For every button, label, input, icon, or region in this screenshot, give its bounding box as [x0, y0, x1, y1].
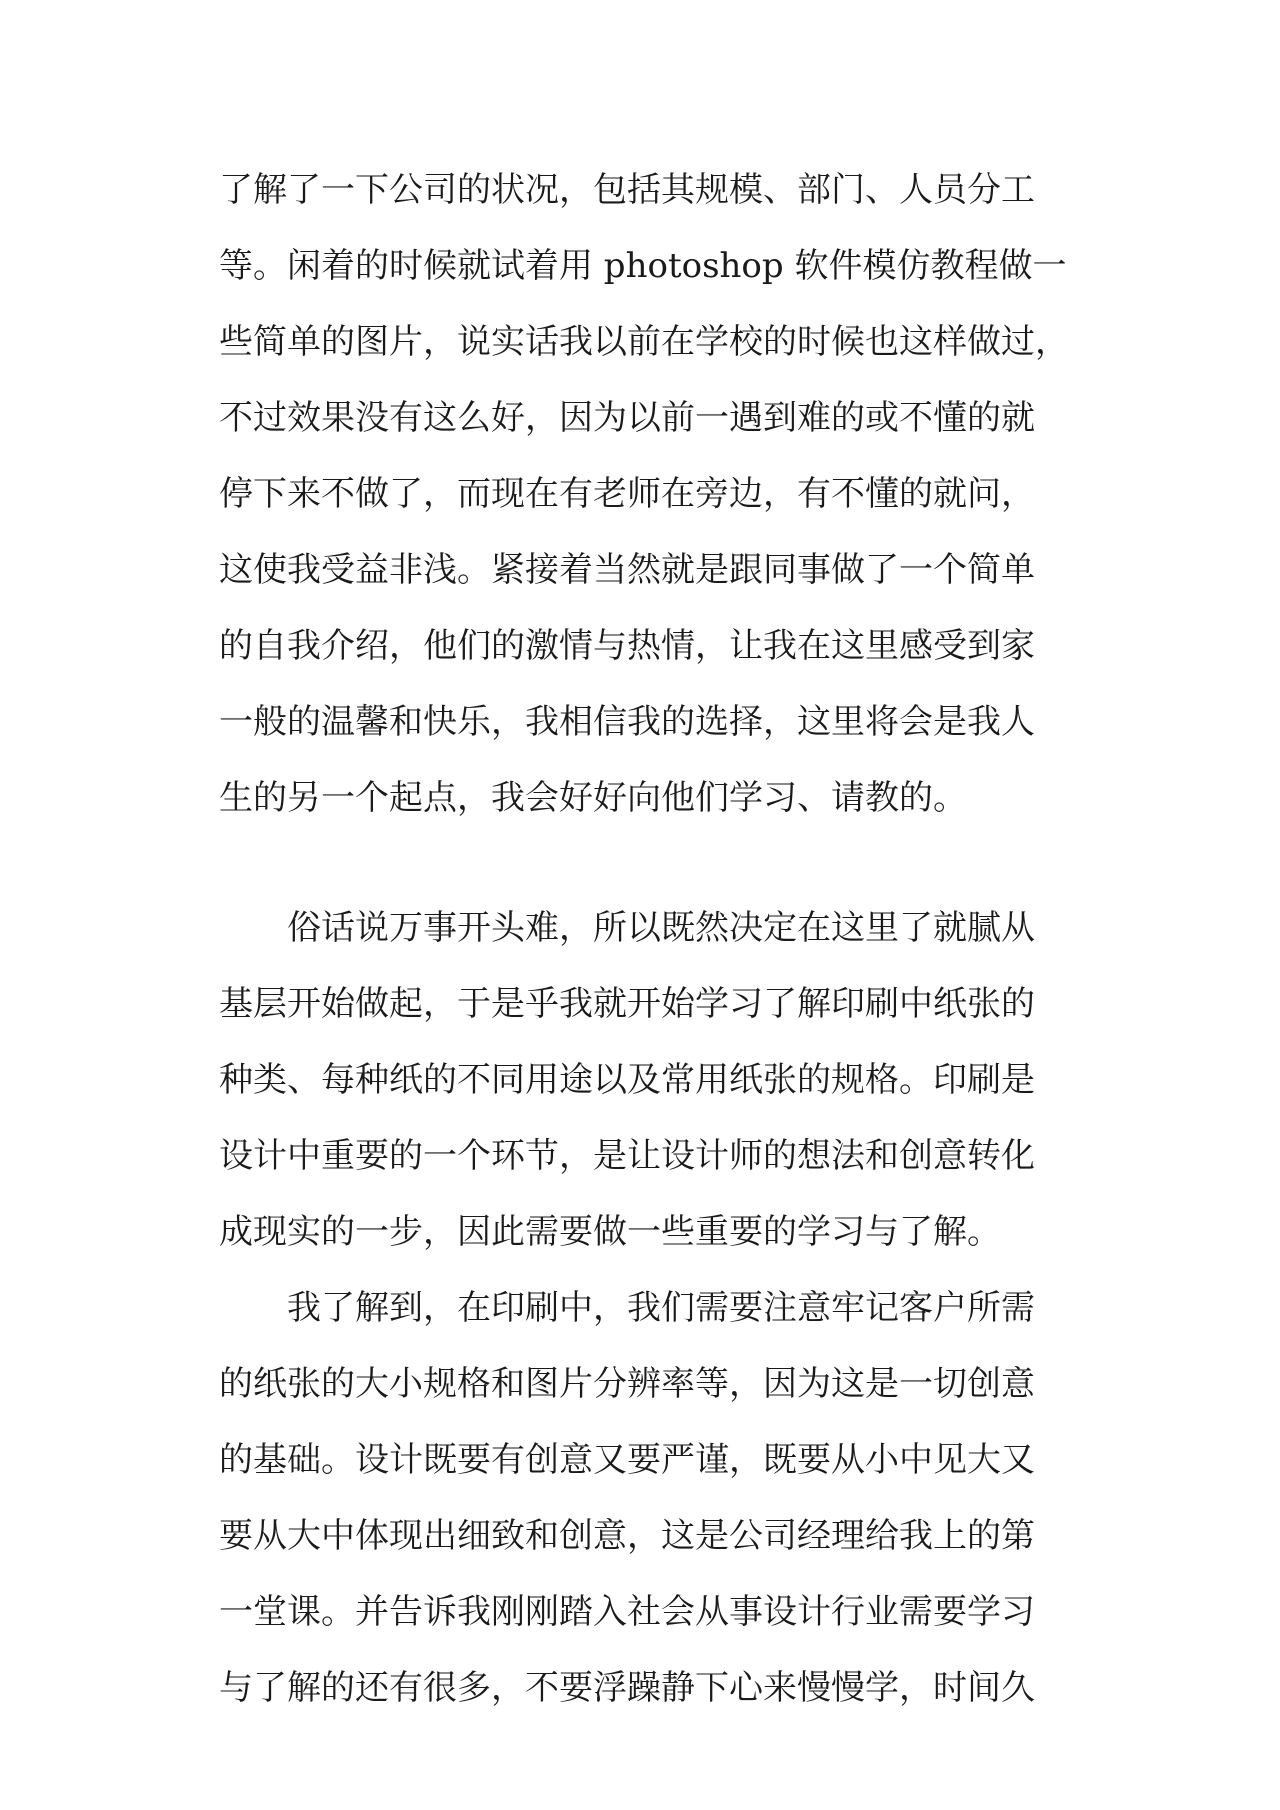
paragraph-group — [219, 890, 1099, 1726]
paragraph-line: 了解了一下公司的状况，包括其规模、部门、人员分工 — [219, 170, 1035, 210]
paragraph-line: 不过效果没有这么好，因为以前一遇到难的或不懂的就 — [219, 398, 1035, 438]
paragraph-line: 我了解到，在印刷中，我们需要注意牢记客户所需 — [287, 1288, 1035, 1328]
paragraph-line: 生的另一个起点，我会好好向他们学习、请教的。 — [219, 778, 967, 818]
paragraph-1 — [219, 152, 1099, 836]
paragraph-line: 的纸张的大小规格和图片分辨率等，因为这是一切创意 — [219, 1364, 1035, 1404]
paragraph-line: 种类、每种纸的不同用途以及常用纸张的规格。印刷是 — [219, 1060, 1035, 1100]
paragraph-line: 一般的温馨和快乐，我相信我的选择，这里将会是我人 — [219, 702, 1035, 742]
paragraph-line: 成现实的一步，因此需要做一些重要的学习与了解。 — [219, 1212, 1001, 1252]
paragraph-line: 一堂课。并告诉我刚刚踏入社会从事设计行业需要学习 — [219, 1592, 1035, 1632]
paragraph-2 — [219, 890, 1099, 1270]
paragraph-line: 的基础。设计既要有创意又要严谨，既要从小中见大又 — [219, 1440, 1035, 1480]
paragraph-line: 等。闲着的时候就试着用 photoshop 软件模仿教程做一 — [219, 246, 1067, 286]
paragraph-line: 的自我介绍，他们的激情与热情，让我在这里感受到家 — [219, 626, 1035, 666]
paragraph-line: 要从大中体现出细致和创意，这是公司经理给我上的第 — [219, 1516, 1035, 1556]
paragraph-line: 些简单的图片，说实话我以前在学校的时候也这样做过， — [219, 322, 1069, 362]
paragraph-line: 这使我受益非浅。紧接着当然就是跟同事做了一个简单 — [219, 550, 1035, 590]
paragraph-line: 俗话说万事开头难，所以既然决定在这里了就腻从 — [287, 908, 1035, 948]
paragraph-line: 停下来不做了，而现在有老师在旁边，有不懂的就问， — [219, 474, 1035, 514]
paragraph-line: 设计中重要的一个环节，是让设计师的想法和创意转化 — [219, 1136, 1035, 1176]
paragraph-3 — [219, 1270, 1099, 1726]
paragraph-line: 与了解的还有很多，不要浮躁静下心来慢慢学，时间久 — [219, 1668, 1035, 1708]
paragraph-line: 基层开始做起，于是乎我就开始学习了解印刷中纸张的 — [219, 984, 1035, 1024]
